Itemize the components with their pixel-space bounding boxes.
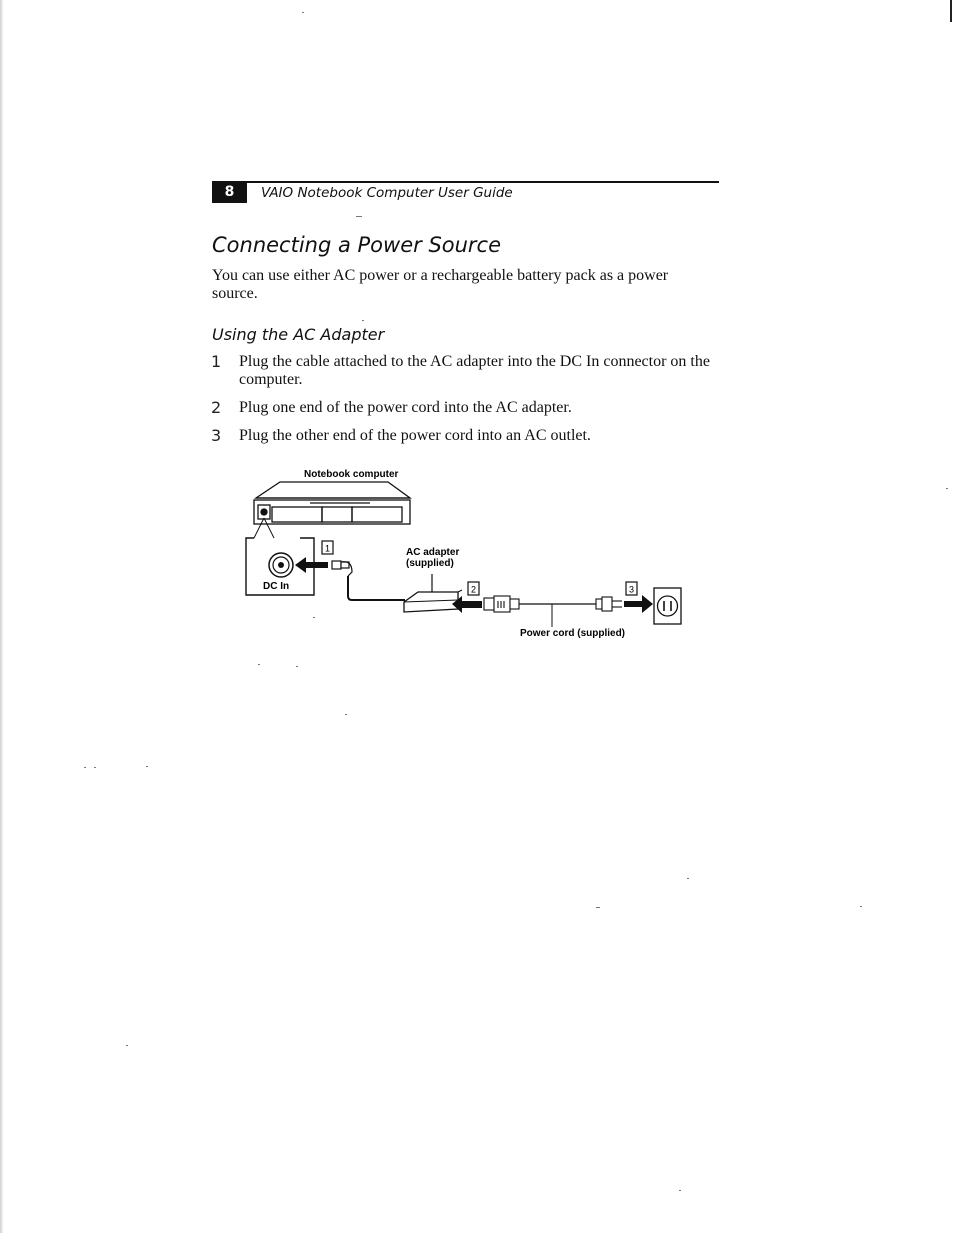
scan-speck	[146, 766, 148, 767]
scan-speck	[313, 617, 315, 618]
ac-adapter-icon	[404, 574, 462, 612]
callout-2-box	[468, 582, 479, 595]
page-number-badge: 8	[212, 181, 247, 203]
scan-speck	[302, 12, 304, 13]
ac-adapter-label-line1: AC adapter	[406, 547, 460, 558]
scan-speck	[258, 664, 260, 665]
callout-1-box	[322, 541, 333, 554]
scan-speck	[296, 666, 298, 667]
notebook-computer-label: Notebook computer	[304, 469, 399, 480]
dc-plug-icon	[332, 561, 352, 576]
callout-1-number: 1	[324, 543, 331, 554]
scan-speck	[362, 320, 364, 321]
wall-plug-icon	[596, 597, 622, 611]
ac-outlet-icon	[654, 588, 681, 624]
running-title: VAIO Notebook Computer User Guide	[261, 185, 513, 201]
dc-in-label: DC In	[263, 581, 290, 592]
scan-speck	[84, 767, 86, 768]
arrow-to-outlet-icon	[624, 595, 653, 613]
power-cord-adapter-plug-icon	[484, 596, 519, 612]
scan-speck	[687, 878, 689, 879]
step-item	[208, 427, 718, 445]
dc-in-detail-icon	[246, 518, 314, 595]
step-item	[208, 399, 718, 417]
adapter-cable-line	[348, 576, 405, 600]
scan-edge-mark	[950, 0, 952, 22]
subsection-title: Using the AC Adapter	[212, 325, 385, 344]
scan-speck	[596, 907, 600, 908]
section-title: Connecting a Power Source	[212, 233, 502, 257]
ac-adapter-label	[406, 547, 459, 569]
step-number: 1	[211, 352, 222, 371]
intro-paragraph: You can use either AC power or a rechargeable battery pack as a power source.	[212, 267, 669, 302]
scan-speck	[356, 216, 362, 217]
power-cord-label: Power cord (supplied)	[520, 628, 626, 639]
step-text: Plug one end of the power cord into the AC adapter.	[239, 399, 572, 416]
header-rule	[212, 181, 719, 183]
arrow-to-dc-in-icon	[295, 557, 328, 573]
step-text: Plug the other end of the power cord into an AC outlet.	[239, 427, 591, 444]
page-scan-edge	[0, 0, 3, 1233]
callout-3-box	[626, 582, 637, 595]
steps-list	[208, 353, 718, 445]
scan-speck	[679, 1190, 681, 1191]
step-number: 2	[211, 398, 222, 417]
scan-speck	[345, 714, 347, 715]
callout-2-number: 2	[470, 584, 477, 595]
callout-3-number: 3	[628, 584, 635, 595]
ac-adapter-connection-diagram	[240, 462, 690, 647]
scan-speck	[946, 488, 948, 489]
page-header	[212, 181, 719, 205]
step-number: 3	[211, 426, 222, 445]
scan-speck	[94, 767, 96, 768]
step-item	[208, 353, 718, 389]
scan-speck	[860, 906, 862, 907]
scan-speck	[126, 1045, 128, 1046]
ac-adapter-label-line2: (supplied)	[406, 558, 454, 569]
step-text: Plug the cable attached to the AC adapter into the DC In connector on the computer.	[239, 353, 710, 388]
notebook-computer-icon	[254, 482, 410, 524]
